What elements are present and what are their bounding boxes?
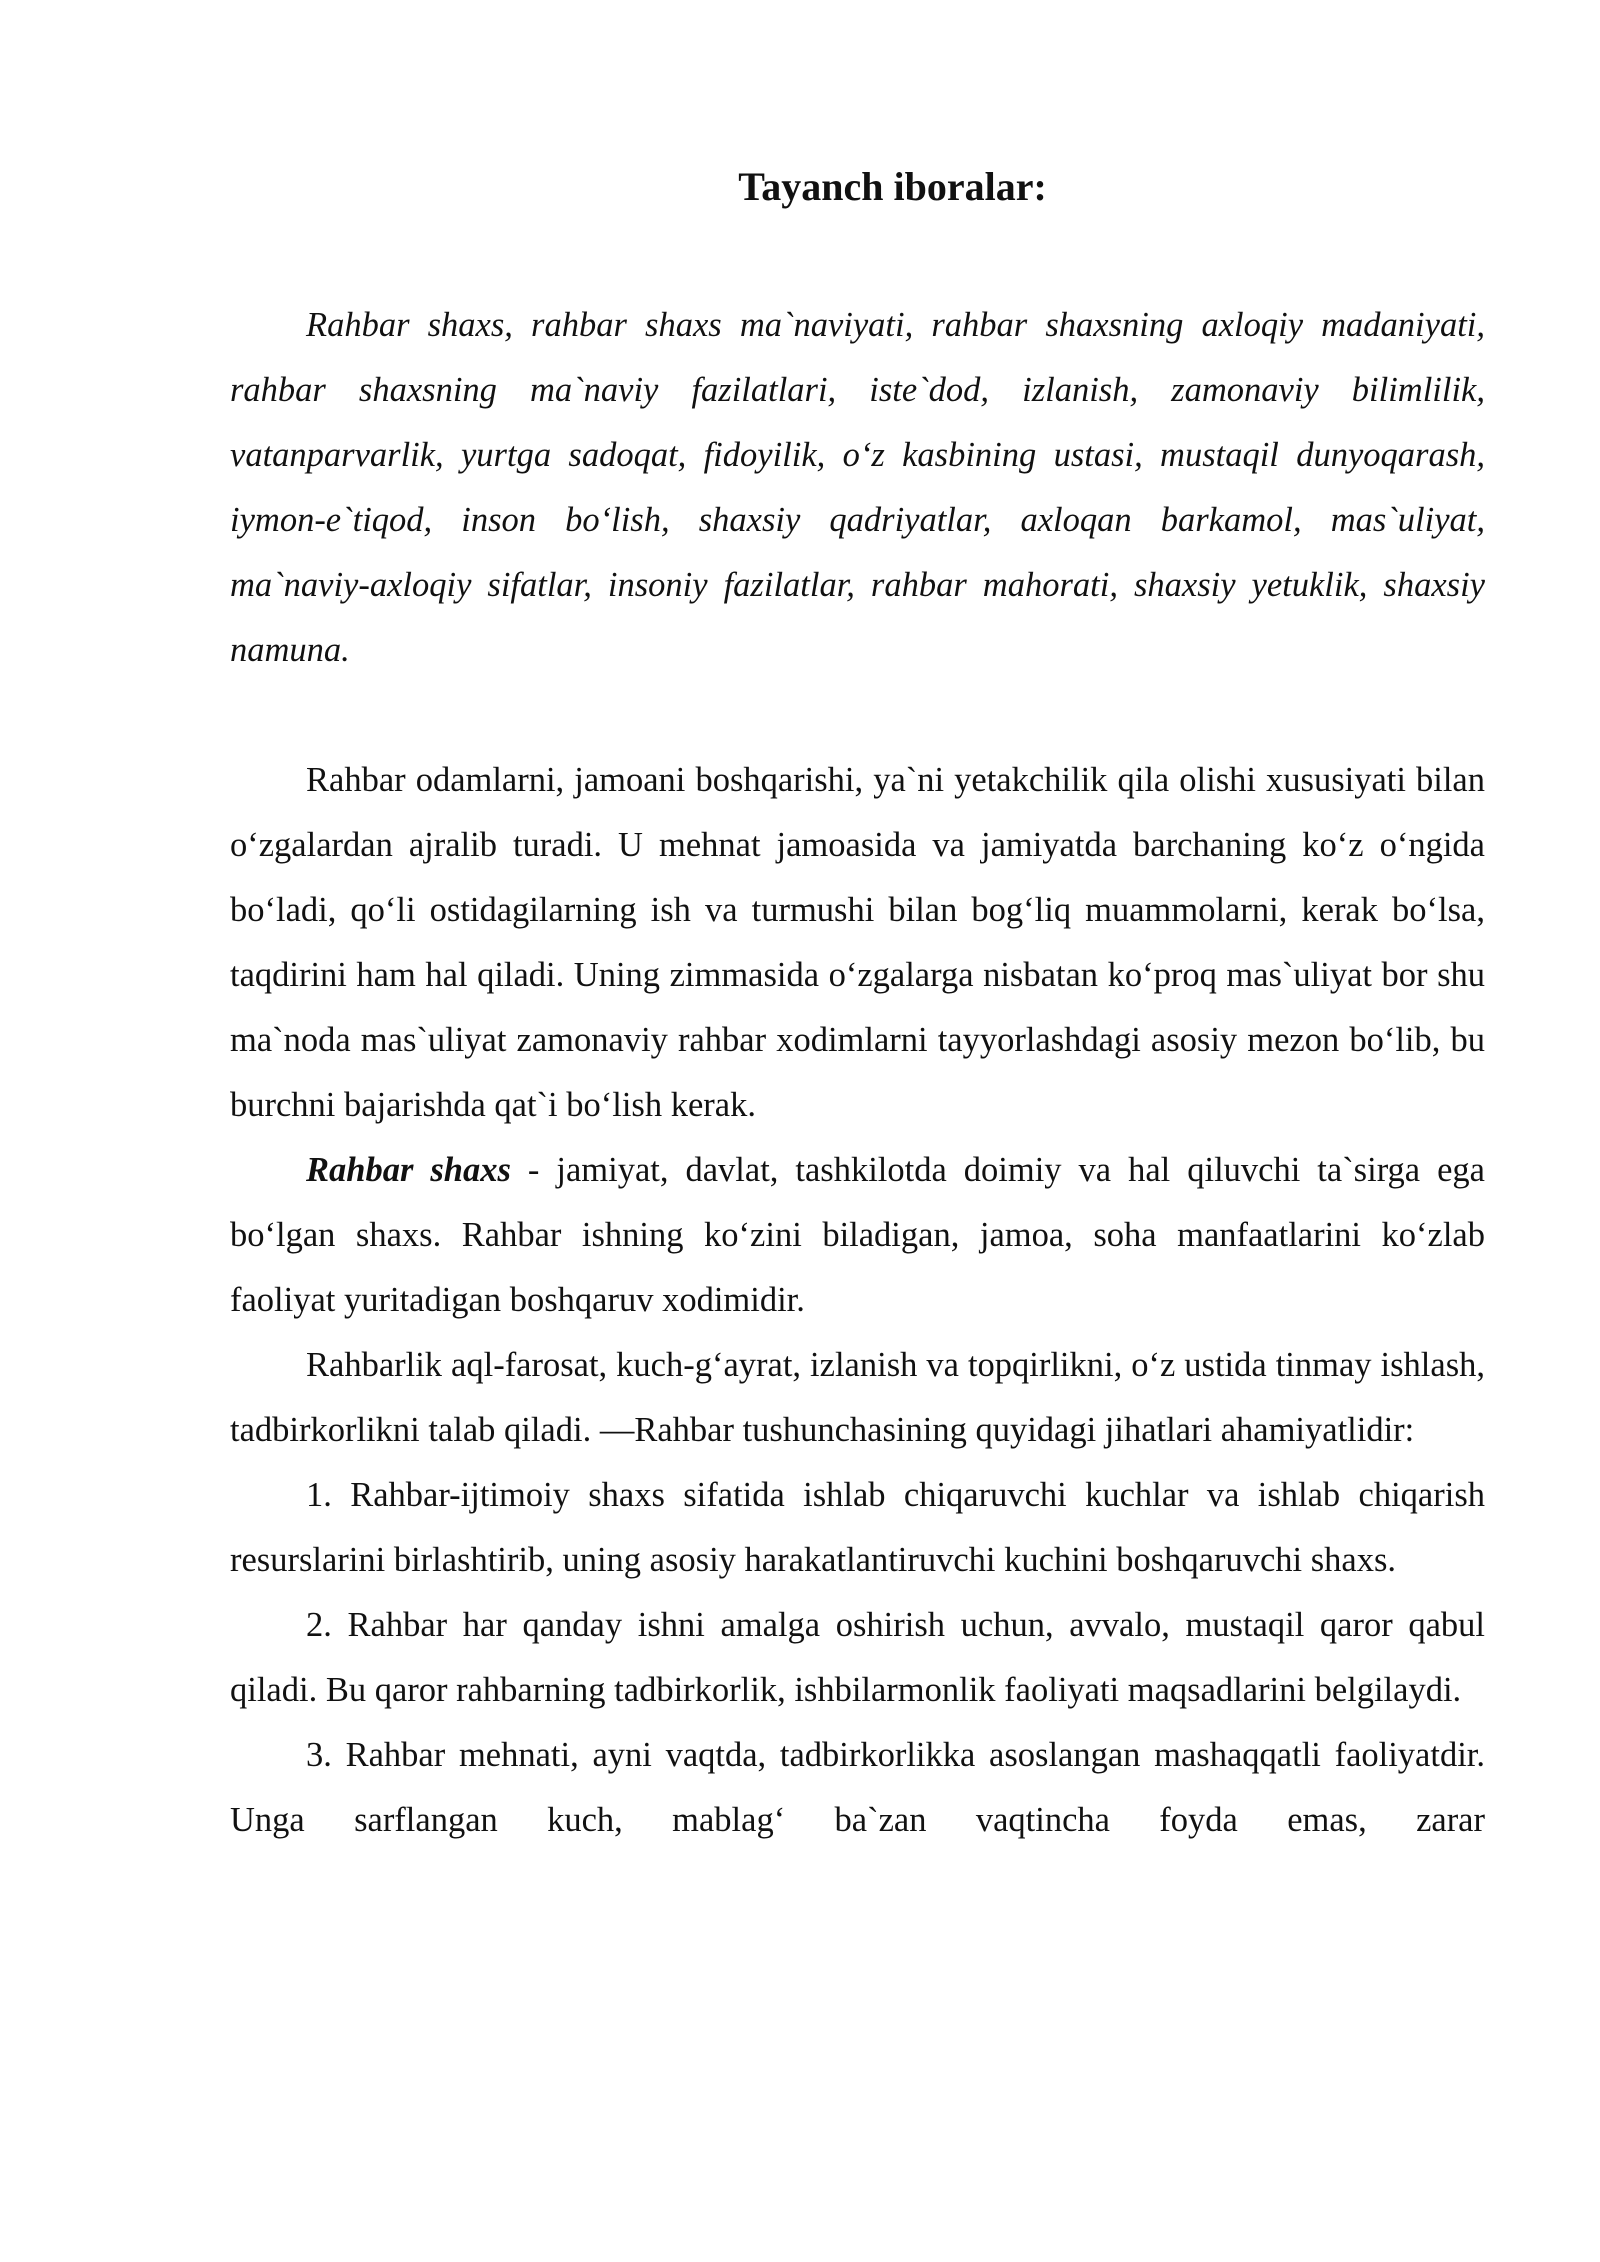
page-title: Tayanch iboralar: — [738, 164, 1047, 209]
paragraph-leadership: Rahbarlik aql-farosat, kuch-g‘ayrat, izlanish va topqirlikni, o‘z ustida tinmay ishlash, tadbirkorlikni talab qiladi. ―Rahbar tushunchasining quyidagi jihatlari ahamiyatlidir: — [230, 1346, 1485, 1449]
document-page — [230, 140, 1485, 1853]
paragraph-leader-role: Rahbar odamlarni, jamoani boshqarishi, ya`ni yetakchilik qila olishi xususiyati bilan o‘zgalardan ajralib turadi. U mehnat jamoasida va jamiyatda barchaning ko‘z o‘ngida bo‘ladi, qo‘li ostidagilarning ish va turmushi bilan bog‘liq muammolarni, kerak bo‘lsa, taqdirini ham hal qiladi. Uning zimmasida o‘zgalarga nisbatan ko‘proq mas`uliyat bor shu ma`noda mas`uliyat zamonaviy rahbar xodimlarni tayyorlashdagi asosiy mezon bo‘lib, bu burchni bajarishda qat`i bo‘lish kerak. — [230, 761, 1485, 1124]
keywords-paragraph: Rahbar shaxs, rahbar shaxs ma`naviyati, rahbar shaxsning axloqiy madaniyati, rahbar shaxsning ma`naviy fazilatlari, iste`dod, izlanish, zamonaviy bilimlilik, vatanparvarlik, yurtga sadoqat, fidoyilik, o‘z kasbining ustasi, mustaqil dunyoqarash, iymon-e`tiqod, inson bo‘lish, shaxsiy qadriyatlar, axloqan barkamol, mas`uliyat, ma`naviy-axloqiy sifatlar, insoniy fazilatlar, rahbar mahorati, shaxsiy yetuklik, shaxsiy namuna. — [230, 306, 1485, 669]
list-item-number: 1. — [306, 1476, 332, 1514]
paragraph-definition — [230, 1138, 1485, 1333]
definition-term: Rahbar shaxs — [306, 1151, 511, 1189]
list-item-number: 3. — [306, 1736, 332, 1774]
list-item-text: Rahbar mehnati, ayni vaqtda, tadbirkorlikka asoslangan mashaqqatli faoliyatdir. Unga sarflangan kuch, mablag‘ ba`zan vaqtincha foyda emas, zarar — [230, 1736, 1486, 1839]
list-item-number: 2. — [306, 1606, 332, 1644]
list-item-text: Rahbar-ijtimoiy shaxs sifatida ishlab chiqaruvchi kuchlar va ishlab chiqarish resurslarini birlashtirib, uning asosiy harakatlantiruvchi kuchini boshqaruvchi shaxs. — [230, 1476, 1485, 1579]
list-item-text: Rahbar har qanday ishni amalga oshirish uchun, avvalo, mustaqil qaror qabul qiladi. Bu qaror rahbarning tadbirkorlik, ishbilarmonlik faoliyati maqsadlarini belgilaydi. — [230, 1606, 1486, 1709]
list-item — [230, 1593, 1485, 1723]
definition-text: - jamiyat, davlat, tashkilotda doimiy va hal qiluvchi ta`sirga ega bo‘lgan shaxs. Rahbar ishning ko‘zini biladigan, jamoa, soha manfaatlarini ko‘zlab faoliyat yuritadigan boshqaruv xodimidir. — [230, 1151, 1485, 1319]
list-item — [230, 1463, 1485, 1593]
list-item — [230, 1723, 1485, 1853]
